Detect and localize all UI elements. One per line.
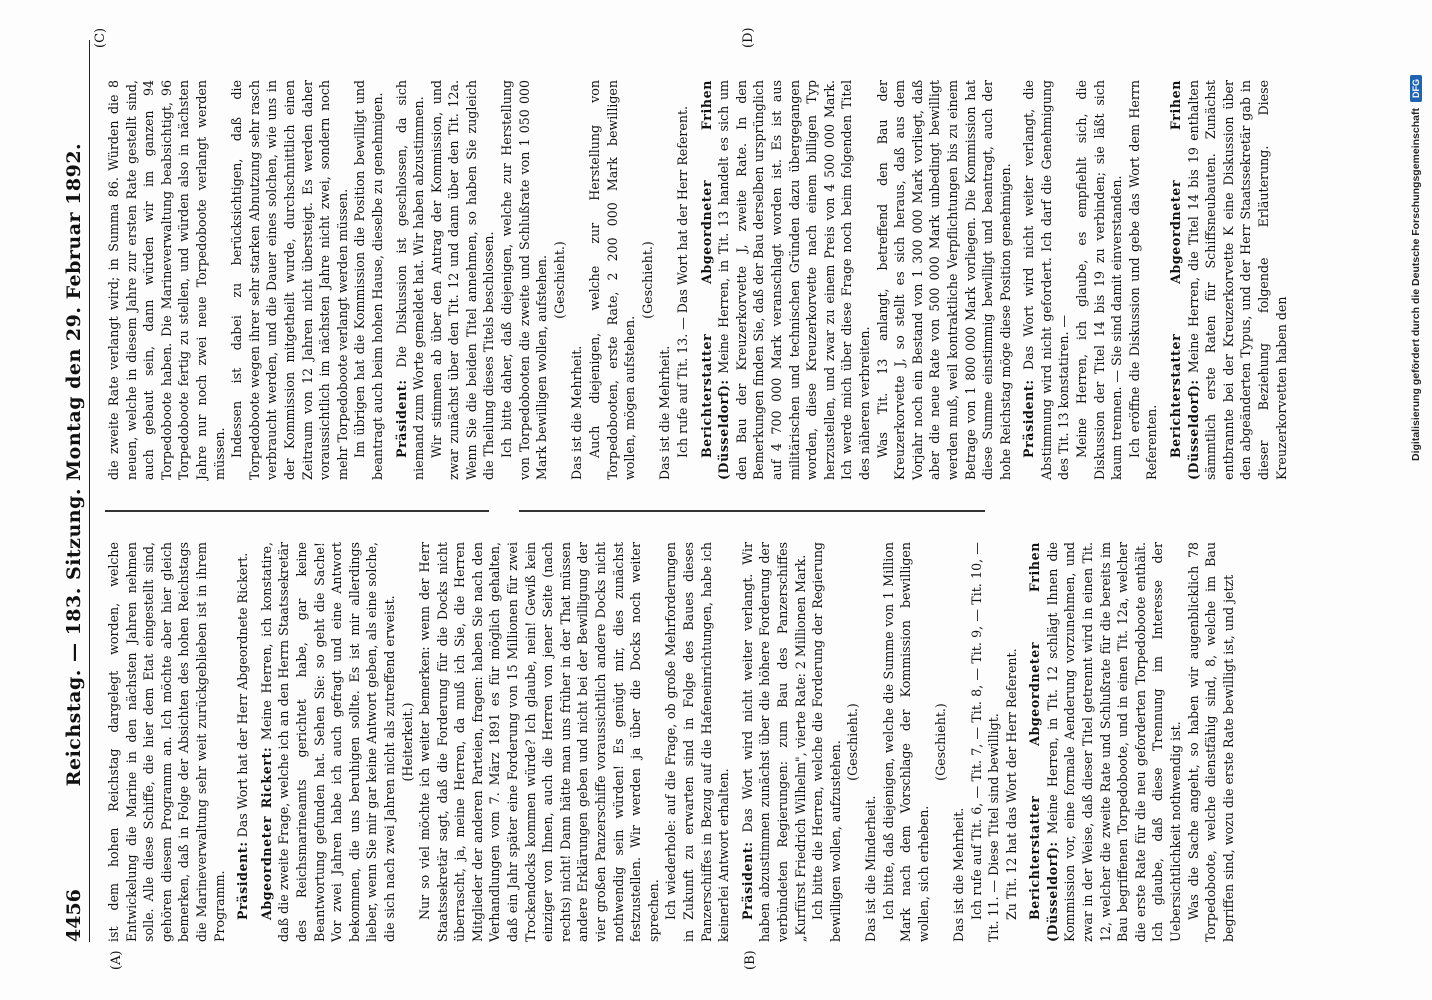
speaker-name: Abgeordneter Rickert: xyxy=(258,746,274,920)
paragraph xyxy=(698,80,874,480)
running-title: Reichstag. — 183. Sitzung. Montag den 29. Februar 1892. xyxy=(63,142,85,787)
paragraph-text: Ich bitte daher, daß diejenigen, welche zur Herstellung von Torpedobooten die zweite und Schlußrate von 1 050 000 Mark bewilligen wollen, aufstehen. xyxy=(499,80,550,480)
paragraph-text: Zu Tit. 12 hat das Wort der Herr Referent. xyxy=(1003,648,1019,920)
paragraph xyxy=(498,80,551,480)
paragraph-text: Das ist die Minderheit. xyxy=(862,795,878,942)
paragraph-text: Nur so viel möchte ich weiter bemerken: wenn der Herr Staatssekretär sagt, daß die Forderung für die Docks nicht überrascht, ja, meine Herren, da muß ich Sie, die Herren Mitglieder der anderen Parteien, fragen: haben Sie nach den Verhandlungen vom 7. März 1891 es für möglich gehalten, daß ein Jahr später eine Forderung von 15 Millionen für zwei Trockendocks kommen würde? Ich glaube, nein! Gewiß kein einziger von Ihnen, auch die Herren von jener Seite (nach rechts) nicht! Dann hätte man uns früher in der That müssen andere Erklärungen geben und nicht bei der Bewilligung der vier großen Panzerschiffe voraussichtlich andere Docks nicht nothwendig sein würden! Es genügt mir, dies zunächst festzustellen. Wir werden ja über die Docks noch weiter sprechen. xyxy=(417,542,661,942)
paragraph-text: Auch diejenigen, welche zur Herstellung von Torpedobooten, erste Rate, 2 200 000 Mark bewilligen wollen, mögen aufstehen. xyxy=(587,80,638,480)
margin-mark-d: (D) xyxy=(741,27,756,48)
paragraph-text: Ich wiederhole: auf die Frage, ob große Mehrforderungen in Zukunft zu erwarten sind in Folge des Baues dieses Panzerschiffes in Bezug auf die Hafeneinrichtungen, habe ich keinerlei Antwort erhalten. xyxy=(663,542,732,942)
margin-mark-a: (A) xyxy=(109,950,124,970)
paragraph-text: Ich rufe auf Tit. 6, — Tit. 7, — Tit. 8, — Tit. 9, — Tit. 10, — Tit. 11. — Diese Titel sind bewilligt. xyxy=(968,542,1002,942)
column-divider xyxy=(105,511,985,513)
margin-mark-c: (C) xyxy=(93,27,108,48)
paragraph-text: Was Tit. 13 anlangt, betreffend den Bau der Kreuzerkorvette J, so stellt es sich heraus, daß aus dem Vorjahr noch ein Bestand von 1 300 000 Mark vorliegt, daß aber die neue Rate von 500 000 Mark unbedingt bewilligt werden muß, weil kontraktliche Verpflichtungen bis zu einem Betrage von 1 800 000 Mark vorliegen. Die Kommission hat diese Summe einstimmig bewilligt und beantragt, auch der hohe Reichstag möge diese Position genehmigen. xyxy=(874,80,1013,480)
dfg-watermark-inner xyxy=(1410,75,1422,461)
paragraph xyxy=(399,542,417,942)
paragraph-text: Das ist die Mehrheit. xyxy=(950,807,966,942)
dfg-logo: DFG xyxy=(1410,75,1422,102)
paragraph xyxy=(950,542,968,942)
paragraph xyxy=(1185,542,1238,942)
paragraph-text: Im übrigen hat die Kommission die Position bewilligt und beantragt auch beim hohen Hause, dieselbe zu genehmigen. xyxy=(352,80,385,480)
paragraph xyxy=(1126,80,1161,480)
paragraph-text: Das Wort wird nicht weiter verlangt, die Abstimmung wird nicht gefordert. Ich darf die Genehmigung des Tit. 13 konstatiren. — xyxy=(1021,80,1072,480)
paragraph xyxy=(416,542,662,942)
paragraph-text: (Geschieht.) xyxy=(639,241,655,319)
speaker-name: Präsident: xyxy=(1021,379,1037,458)
paragraph xyxy=(234,542,252,942)
page-number: 4456 xyxy=(63,889,85,942)
paragraph xyxy=(568,80,586,480)
speaker-name: Präsident: xyxy=(235,841,251,920)
page-header xyxy=(59,40,90,942)
paragraph xyxy=(739,542,809,942)
paragraph xyxy=(674,80,692,480)
paragraph-text: Die Diskussion ist geschlossen, da sich niemand zum Worte gemeldet hat. Wir haben abzustimmen. xyxy=(393,80,427,480)
paragraph xyxy=(639,80,657,480)
paragraph xyxy=(586,80,639,480)
paragraph-text: Indessen ist dabei zu berücksichtigen, daß die Torpedoboote wegen ihrer sehr starken Abnutzung sehr rasch verbraucht werden, und die Dauer eines solchen, wie uns in der Kommission mitgetheilt wurde, durchschnittlich einen Zeitraum von 12 Jahren nicht übersteigt. Es werden daher voraussichtlich im nächsten Jahre nicht zwei, sondern noch mehr Torpedoboote verlangt werden müssen. xyxy=(229,80,350,480)
margin-mark-b: (B) xyxy=(743,950,758,970)
paragraph xyxy=(862,542,880,942)
paragraph xyxy=(393,80,428,480)
paragraph xyxy=(656,80,674,480)
paragraph-text: Wir stimmen ab über den Antrag der Kommission, und zwar zunächst über den Tit. 12 und dann über den Tit. 12a. Wenn Sie die beiden Titel annehmen, so haben Sie zugleich die Theilung dieses Titels beschlossen. xyxy=(428,80,497,480)
paragraph xyxy=(105,542,228,942)
paragraph xyxy=(1003,542,1021,942)
paragraph xyxy=(428,80,498,480)
speaker-name: Berichterstatter Abgeordneter Frihen (Düsseldorf): xyxy=(698,80,732,480)
paragraph xyxy=(1073,80,1126,480)
paragraph-text: Das ist die Mehrheit. xyxy=(569,345,585,480)
dfg-watermark xyxy=(1404,8,1428,528)
paragraph xyxy=(551,80,569,480)
paragraph xyxy=(1020,80,1073,480)
paragraph xyxy=(809,542,844,942)
paragraph xyxy=(968,542,1003,942)
paragraph-text: Ich bitte die Herren, welche die Forderung der Regierung bewilligen wollen, aufzustehen. xyxy=(810,542,843,942)
speaker-name: Berichterstatter Abgeordneter Frihen (Düsseldorf): xyxy=(1027,542,1060,942)
speaker-name: Präsident: xyxy=(739,841,755,920)
dfg-watermark-text: Digitalisierung gefördert durch die Deutsche Forschungsgemeinschaft xyxy=(1410,108,1422,461)
rotated-page-content xyxy=(21,0,1411,1000)
paragraph-text: (Geschieht.) xyxy=(845,703,861,781)
speaker-name: Präsident: xyxy=(393,379,409,458)
paragraph xyxy=(844,542,862,942)
paragraph-text: Meine Herren, ich konstatire, daß die zweite Frage, welche ich an den Herrn Staatssekretär des Reichsmarineamts gerichtet habe, gar keine Beantwortung gefunden hat. Sehen Sie: so geht die Sache! Vor zwei Jahren habe ich auch gefragt und eine Antwort bekommen, die uns beruhigen sollte. Es ist mir allerdings lieber, wenn Sie mir gar keine Antwort geben, als eine solche, die sich nach zwei Jahren nicht als zutreffend erweist. xyxy=(258,542,397,942)
column-divider-break xyxy=(489,504,519,518)
paragraph-text: Ich rufe auf Tit. 13. — Das Wort hat der Herr Referent. xyxy=(675,105,690,458)
paragraph xyxy=(258,542,399,942)
paragraph-text: die zweite Rate verlangt wird; in Summa 86. Würden die 8 neuen, welche in diesem Jahre zur ersten Rate gestellt sind, auch gebaut sein, dann würden wir im ganzen 94 Torpedoboote haben. Die Marineverwaltung beabsichtigt, 96 Torpedoboote fertig zu stellen, und würden also in nächsten Jahre nur noch zwei neue Torpedoboote verlangt werden müssen. xyxy=(106,80,227,480)
paragraph xyxy=(874,80,1015,480)
paragraph-text: ist dem hohen Reichstag dargelegt worden, welche Entwickelung die Marine in den nächsten Jahren nehmen solle. Alle diese Schiffe, die hier dem Etat eingestellt sind, gehören diesem Programm an. Ich möchte aber hier gleich bemerken, daß in Folge der Absichten des hohen Reichstags die Marineverwaltung sehr weit zurückgeblieben ist in ihrem Programm. xyxy=(106,542,227,942)
paragraph-text: Meine Herren, ich glaube, es empfiehlt sich, die Diskussion der Titel 14 bis 19 zu verbinden; sie läßt sich kaum trennen. — Sie sind damit einverstanden. xyxy=(1074,80,1125,480)
paragraph-text: (Geschieht.) xyxy=(551,241,567,319)
right-column xyxy=(105,80,1289,480)
paragraph-text: Ich bitte, daß diejenigen, welche die Summe von 1 Million Mark nach dem Vorschlage der Kommission bewilligen wollen, sich erheben. xyxy=(880,542,931,942)
paragraph xyxy=(880,542,933,942)
paragraph xyxy=(662,542,732,942)
paragraph-text: Was die Sache angeht, so haben wir augenblicklich 78 Torpedoboote, welche dienstfähig sind, 8, welche im Bau begriffen sind, wozu die erste Rate bewilligt ist, und jetzt xyxy=(1185,542,1236,942)
paragraph-text: Meine Herren, die Titel 14 bis 19 enthalten sämmtlich erste Raten für Schiffsneubauten. Zunächst entbrannte bei der Kreuzerkorvette K eine Diskussion über den abgeänderten Typus, und der Herr Staatssekretär gab in dieser Beziehung folgende Erläuterung. Diese Kreuzerkorvetten haben den xyxy=(1185,80,1289,480)
paragraph-text: Meine Herren, in Tit. 12 schlägt Ihnen die Kommission vor, eine formale Aenderung vorzunehmen, und zwar in der Weise, daß dieser Titel getrennt wird in einen Tit. 12, welcher die zweite Rate und Schlußrate für die bereits im Bau begriffenen Torpedoboote, und in einen Tit. 12a, welcher die erste Rate für die neu geforderten Torpedoboote enthält. Ich glaube, daß diese Trennung im Interesse der Uebersichtlichkeit nothwendig ist. xyxy=(1044,542,1184,942)
paragraph xyxy=(1167,80,1290,480)
paragraph-text: Das ist die Mehrheit. xyxy=(657,345,673,480)
paragraph xyxy=(228,80,351,480)
paragraph-text: Ich eröffne die Diskussion und gebe das Wort dem Herrn Referenten. xyxy=(1126,80,1160,480)
left-column xyxy=(105,542,1236,942)
paragraph-text: (Geschieht.) xyxy=(933,703,949,781)
paragraph xyxy=(105,80,228,480)
paragraph-text: Das Wort hat der Herr Abgeordnete Rickert. xyxy=(235,552,251,842)
paragraph xyxy=(932,542,950,942)
paragraph xyxy=(1026,542,1184,942)
paragraph-text: (Heiterkeit.) xyxy=(399,702,415,782)
paragraph xyxy=(351,80,386,480)
paragraph-text: Meine Herren, in Tit. 13 handelt es sich um den Bau der Kreuzerkorvette J, zweite Rate. In den Bemerkungen finden Sie, daß der Bau derselben ursprünglich auf 4 700 000 Mark veranschlagt worden ist. Es ist aus militärischen und technischen Gründen dazu übergegangen worden, diese Kreuzerkorvette nach einem billigen Typ herzustellen, und zwar zu einem Preis von 4 500 000 Mark. Ich werde mich über diese Frage noch beim folgenden Titel des näheren verbreiten. xyxy=(716,80,872,480)
paragraph-text: Das Wort wird nicht weiter verlangt. Wir haben abzustimmen zunächst über die höhere Forderung der verbündeten Regierungen: zum Bau des Panzerschiffes „Kurfürst Friedrich Wilhelm", vierte Rate: 2 Millionen Mark. xyxy=(739,542,808,942)
speaker-name: Berichterstatter Abgeordneter Frihen (Düsseldorf): xyxy=(1168,80,1201,480)
